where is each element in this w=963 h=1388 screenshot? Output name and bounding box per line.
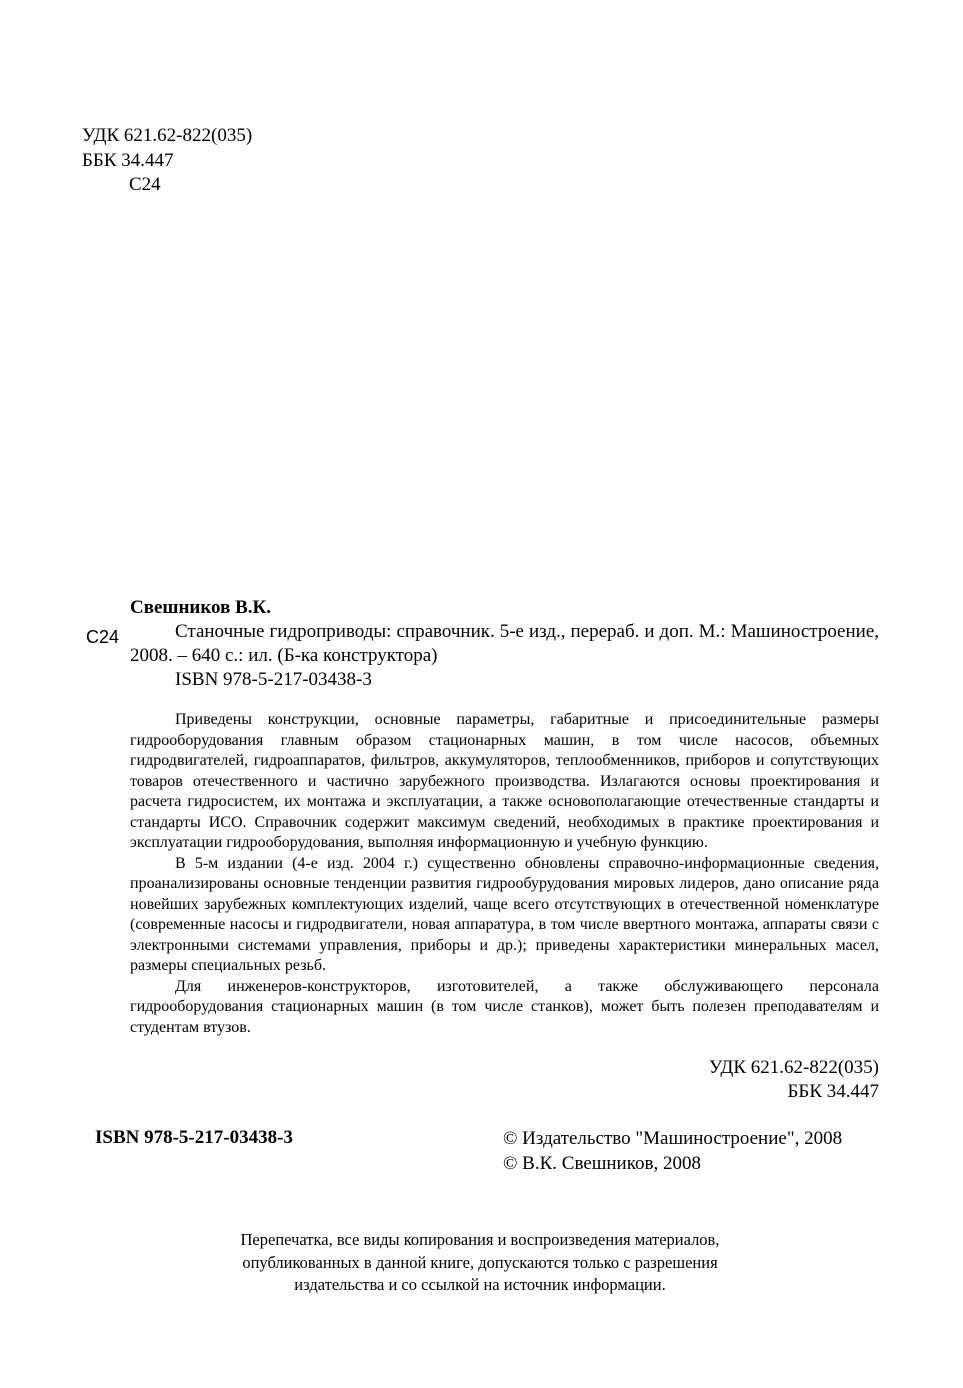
bottom-classification-codes [709,1056,879,1104]
reprint-notice-line: Перепечатка, все виды копирования и воспроизведения материалов, [240,1230,720,1249]
annotation-paragraph: В 5-м издании (4-е изд. 2004 г.) существенно обновлены справочно-информационные сведения, проанализированы основные тенденции развития гидрообурудования мировых лидеров, дано описание ряда новейших зарубежных комплектующих изделий, чаще всего отсутствующих в отечественной номенклатуре (современные насосы и гидродвигатели, новая аппаратура, в том числе ввертного монтажа, аппараты связи с электронными системами управления, приборы и др.); приведены характеристики минеральных масел, размеры специальных резьб. [130,854,879,974]
bibliographic-title [130,620,879,668]
copyright-block [503,1126,842,1176]
annotation [130,710,879,1038]
isbn-bold: ISBN 978-5-217-03438-3 [95,1127,293,1148]
record-isbn: ISBN 978-5-217-03438-3 [175,669,372,690]
bbk-code: ББК 34.447 [787,1081,879,1102]
reprint-notice [130,1229,830,1297]
top-classification-codes [82,124,252,198]
author-copyright: © В.К. Свешников, 2008 [503,1153,701,1174]
reprint-notice-line: опубликованных в данной книге, допускаются только с разрешения [242,1252,718,1272]
udk-code: УДК 621.62-822(035) [82,125,253,146]
title-text: Станочные гидроприводы: справочник. 5-е изд., перераб. и доп. М.: Машиностроение, 2008. – 640 с.: ил. (Б-ка конструктора) [130,621,879,666]
publisher-copyright: © Издательство "Машиностроение", 2008 [503,1128,843,1149]
author-name: Свешников В.К. [130,597,272,618]
author-cutter-code: С24 [129,174,161,195]
reprint-notice-line: издательства и со ссылкой на источник информации. [294,1275,666,1294]
annotation-paragraph: Приведены конструкции, основные параметры, габаритные и присоединительные размеры гидрооборудования главным образом стационарных машин, в том числе насосов, объемных гидродвигателей, гидроаппаратов, фильтров, аккумуляторов, теплообменников, приборов и сопутствующих товаров отечественного и частично зарубежного производства. Излагаются основы проектирования и расчета гидросистем, их монтажа и эксплуатации, а также основополагающие отечественные стандарты и стандарты ИСО. Справочник содержит максимум сведений, необходимых в практике проектирования и эксплуатации гидрооборудования, выполняя информационную и учебную функцию. [130,711,879,851]
record-cutter-code: С24 [86,627,120,647]
bbk-code: ББК 34.447 [82,149,174,171]
annotation-paragraph: Для инженеров-конструкторов, изготовителей, а также обслуживающего персонала гидрооборудования стационарных машин (в том числе станков), может быть полезен преподавателям и студентам втузов. [130,977,879,1036]
udk-code: УДК 621.62-822(035) [708,1057,879,1078]
